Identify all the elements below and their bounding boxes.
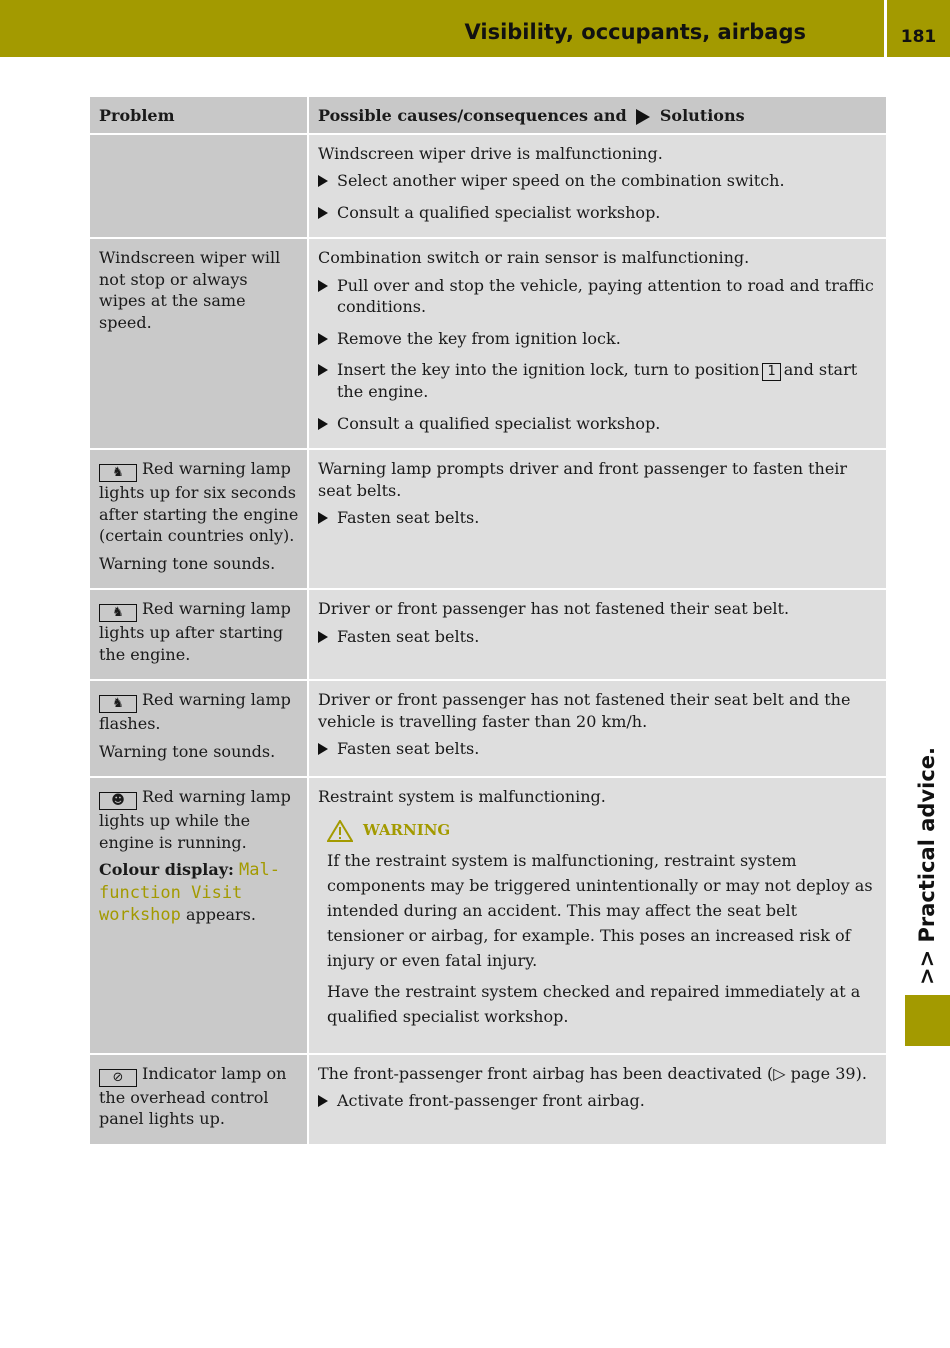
solution-step: Consult a qualified specialist workshop. — [318, 413, 877, 435]
step-arrow-icon — [318, 175, 328, 187]
table-row — [90, 1054, 886, 1145]
page-number-box — [887, 0, 950, 57]
colour-display-note: Colour display: Malfunction Visit workshop appears. — [99, 860, 280, 925]
problem-cell — [90, 680, 308, 777]
problem-text: Red warning lamp lights up while the engine is running. — [99, 787, 291, 852]
step-arrow-icon — [318, 743, 328, 755]
cause-text: Combination switch or rain sensor is malfunctioning. — [318, 248, 750, 267]
seatbelt-icon: ♞ — [99, 604, 137, 622]
page-title: Visibility, occupants, airbags — [464, 20, 806, 44]
solution-cell — [308, 134, 886, 239]
solution-step: Insert the key into the ignition lock, turn to position 1 and start the engine. — [318, 359, 877, 403]
problem-text: Red warning lamp lights up for six seconds after starting the engine (certain countries only). — [99, 459, 299, 545]
step-arrow-icon — [318, 207, 328, 219]
warning-text: If the restraint system is malfunctioning, restraint system components may be triggered unintentionally or may not deploy as intended during an accident. This may affect the seat belt tensioner or airbag, for example. This poses an increased risk of injury or even fatal injury. — [327, 850, 873, 970]
solution-cell — [308, 1054, 886, 1145]
section-tab-marker — [905, 995, 950, 1046]
table-row — [90, 134, 886, 239]
step-arrow-icon — [318, 418, 328, 430]
problem-text: Warning tone sounds. — [99, 553, 276, 573]
solution-cell — [308, 589, 886, 680]
solution-step: Select another wiper speed on the combination switch. — [318, 170, 877, 192]
step-arrow-icon — [318, 512, 328, 524]
step-arrow-icon — [318, 631, 328, 643]
cause-text: Restraint system is malfunctioning. — [318, 787, 606, 806]
solution-step: Pull over and stop the vehicle, paying attention to road and traffic conditions. — [318, 275, 877, 318]
troubleshooting-table — [90, 97, 886, 1146]
solution-step: Remove the key from ignition lock. — [318, 328, 877, 350]
seatbelt-icon: ♞ — [99, 695, 137, 713]
table-row — [90, 777, 886, 1054]
problem-text: Red warning lamp lights up after starting the engine. — [99, 599, 291, 664]
section-side-label: >> Practical advice. — [915, 747, 939, 985]
warning-text: Have the restraint system checked and repaired immediately at a qualified specialist workshop. — [327, 981, 861, 1026]
table-row — [90, 589, 886, 680]
column-header-problem: Problem — [90, 97, 308, 134]
solution-cell — [308, 777, 886, 1054]
column-header-solution: Possible causes/consequences and Solutions — [308, 97, 886, 134]
step-arrow-icon — [318, 1095, 328, 1107]
table-row — [90, 680, 886, 777]
warning-triangle-icon — [327, 820, 353, 842]
header-bar — [0, 0, 884, 57]
cause-text: Windscreen wiper drive is malfunctioning. — [318, 143, 663, 163]
cause-text: Warning lamp prompts driver and front passenger to fasten their seat belts. — [318, 459, 848, 500]
problem-cell — [90, 238, 308, 449]
problem-text: Red warning lamp flashes. — [99, 690, 291, 733]
solution-arrow-icon — [636, 109, 650, 125]
table-row — [90, 238, 886, 449]
airbag-icon: ☻ — [99, 792, 137, 810]
display-message: Malfunction Visit workshop — [99, 860, 280, 925]
airbag-off-icon: ⊘ — [99, 1069, 137, 1087]
table-header-row — [90, 97, 886, 134]
seatbelt-icon: ♞ — [99, 464, 137, 482]
problem-cell — [90, 777, 308, 1054]
solution-step: Fasten seat belts. — [318, 507, 877, 529]
warning-heading: WARNING — [327, 820, 877, 842]
step-arrow-icon — [318, 280, 328, 292]
problem-text: Windscreen wiper will not stop or always wipes at the same speed. — [99, 248, 281, 332]
cause-text: Driver or front passenger has not fastened their seat belt and the vehicle is travelling faster than 20 km/h. — [318, 690, 851, 731]
solution-step: Fasten seat belts. — [318, 626, 877, 648]
problem-cell — [90, 589, 308, 680]
solution-step: Fasten seat belts. — [318, 738, 877, 760]
page-number: 181 — [900, 27, 937, 47]
solution-cell — [308, 238, 886, 449]
table-row — [90, 449, 886, 589]
problem-text: Warning tone sounds. — [99, 741, 276, 761]
cause-text: The front-passenger front airbag has been deactivated (▷ page 39). — [318, 1063, 867, 1083]
key-position-box: 1 — [762, 363, 780, 381]
cause-text: Driver or front passenger has not fastened their seat belt. — [318, 599, 790, 618]
solution-cell — [308, 449, 886, 589]
problem-cell — [90, 449, 308, 589]
problem-cell — [90, 134, 308, 239]
solution-step: Activate front-passenger front airbag. — [318, 1090, 877, 1112]
solution-step: Consult a qualified specialist workshop. — [318, 202, 877, 224]
solution-cell — [308, 680, 886, 777]
problem-cell — [90, 1054, 308, 1145]
problem-text: Indicator lamp on the overhead control panel lights up. — [99, 1063, 287, 1128]
step-arrow-icon — [318, 364, 328, 376]
step-arrow-icon — [318, 333, 328, 345]
